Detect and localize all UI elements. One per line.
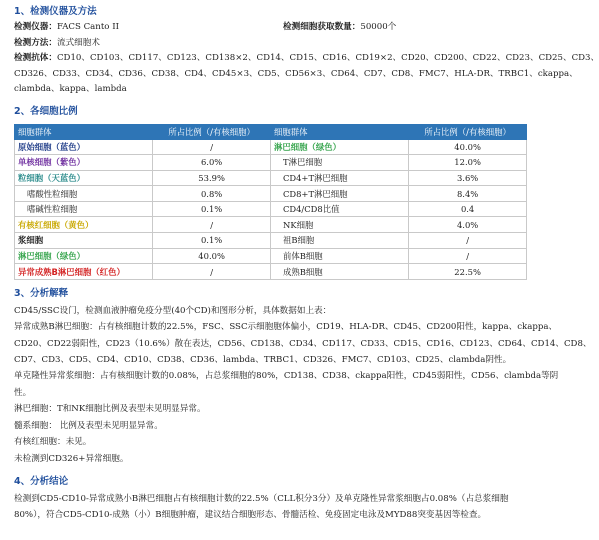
method-label: 检测方法：	[14, 37, 57, 48]
table-row	[15, 264, 527, 280]
population-abnormal-b-cell: 异常成熟B淋巴细胞（红色）	[15, 264, 153, 280]
population-granulocyte: 粒细胞（天蓝色）	[15, 170, 153, 186]
table-row	[15, 170, 527, 186]
conclusion-line: 80%），符合CD5-CD10-成熟（小）B细胞肿瘤，建议结合细胞形态、骨髓活检、免疫固定电泳及MYD88突变基因等检查。	[14, 509, 487, 520]
table-row	[15, 186, 527, 202]
ratio-value: /	[409, 248, 527, 264]
ratio-value: 22.5%	[409, 264, 527, 280]
analysis-line: 单克隆性异常浆细胞：占有核细胞计数的0.08%，占总浆细胞的80%，CD138、CD38、ckappa阳性，CD45弱阳性，CD56、clambda等阴	[14, 371, 559, 382]
population-nucleated-rbc: 有核红细胞（黄色）	[15, 217, 153, 233]
conclusion-line: 检测到CD5-CD10-异常成熟小B淋巴细胞占有核细胞计数的22.5%（CLL积分3分）及单克隆性异常浆细胞占0.08%（占总浆细胞	[14, 493, 509, 504]
section-title-instrument: 1、检测仪器及方法	[14, 6, 97, 17]
table-header-row	[15, 124, 527, 139]
table-row	[15, 201, 527, 217]
antibody-label: 检测抗体：	[14, 53, 57, 63]
ratio-value: 53.9%	[153, 170, 271, 186]
population-lymphocyte: 淋巴细胞（绿色）	[270, 139, 408, 155]
cell-proportion-table	[14, 124, 527, 280]
population-monocyte: 单核细胞（紫色）	[15, 155, 153, 171]
ratio-value: 0.1%	[153, 233, 271, 249]
table-row	[15, 217, 527, 233]
table-row	[15, 248, 527, 264]
section-title-proportion: 2、各细胞比例	[14, 105, 78, 117]
cell-count-value: 50000个	[360, 22, 397, 32]
analysis-line: CD20、CD22弱阳性，CD23（10.6%）散在表达，CD56、CD138、CD34、CD117、CD33、CD15、CD16、CD123、CD64、CD14、CD8、	[14, 338, 592, 349]
population-pro-b-cell: 祖B细胞	[270, 233, 408, 249]
method-row	[14, 36, 527, 52]
table-row	[15, 155, 527, 171]
ratio-value: 40.0%	[409, 139, 527, 155]
ratio-value: 0.8%	[153, 186, 271, 202]
analysis-paragraph	[14, 303, 592, 467]
population-nk-cell: NK细胞	[270, 217, 408, 233]
header-ratio-left: 所占比例（/有核细胞）	[153, 124, 271, 139]
population-pre-b-cell: 前体B细胞	[270, 248, 408, 264]
ratio-value: /	[409, 233, 527, 249]
population-blast: 原始细胞（蓝色）	[15, 139, 153, 155]
population-plasma-cell: 浆细胞	[15, 233, 153, 249]
section-title-analysis: 3、分析解释	[14, 287, 69, 299]
antibody-row	[14, 51, 599, 67]
antibody-line-3: clambda、kappa、lambda	[14, 84, 127, 94]
table-row	[15, 233, 527, 249]
analysis-line: 髓系细胞： 比例及表型未见明显异常。	[14, 420, 163, 431]
header-ratio-right: 所占比例（/有核细胞）	[409, 124, 527, 139]
instrument-row	[14, 20, 527, 36]
instrument-label: 检测仪器：	[14, 22, 57, 32]
population-lymphocyte-left: 淋巴细胞（绿色）	[15, 248, 153, 264]
ratio-value: 0.1%	[153, 201, 271, 217]
ratio-value: 0.4	[409, 201, 527, 217]
method-value: 流式细胞术	[56, 37, 100, 48]
population-mature-b-cell: 成熟B细胞	[270, 264, 408, 280]
ratio-value: 12.0%	[409, 155, 527, 171]
population-cd4-t-cell: CD4+T淋巴细胞	[270, 170, 408, 186]
instrument-value: FACS Canto II	[56, 22, 119, 32]
population-cd8-t-cell: CD8+T淋巴细胞	[270, 186, 408, 202]
ratio-value: 3.6%	[409, 170, 527, 186]
ratio-value: /	[153, 139, 271, 155]
analysis-line: 有核红细胞：未见。	[14, 437, 92, 448]
ratio-value: 6.0%	[153, 155, 271, 171]
ratio-value: 8.4%	[409, 186, 527, 202]
analysis-line: CD7、CD3、CD5、CD4、CD10、CD38、CD36、lambda、TRBC1、CD326、FMC7、CD103、CD25、clambda阴性。	[14, 355, 512, 366]
analysis-line: 异常成熟B淋巴细胞：占有核细胞计数的22.5%，FSC、SSC示细胞胞体偏小，CD19、HLA-DR、CD45、CD200阳性，kappa、ckappa、	[14, 322, 558, 333]
population-basophil: 嗜碱性粒细胞	[15, 201, 153, 217]
population-t-cell: T淋巴细胞	[270, 155, 408, 171]
ratio-value: /	[153, 217, 271, 233]
analysis-line: CD45/SSC设门，检测血液肿瘤免疫分型(40个CD)和图形分析，具体数据如上表：	[14, 305, 332, 316]
analysis-line: 淋巴细胞：T和NK细胞比例及表型未见明显异常。	[14, 404, 206, 415]
population-cd4-cd8-ratio: CD4/CD8比值	[270, 201, 408, 217]
analysis-line: 性。	[14, 387, 32, 398]
cell-count-label: 检测细胞获取数量：	[283, 22, 361, 32]
ratio-value: /	[153, 264, 271, 280]
section-title-conclusion: 4、分析结论	[14, 475, 69, 487]
header-population-left: 细胞群体	[15, 124, 153, 139]
antibody-line-2: CD326、CD33、CD34、CD36、CD38、CD4、CD45×3、CD5、CD56×3、CD64、CD7、CD8、FMC7、HLA-DR、TRBC1、ckappa、	[14, 68, 578, 79]
ratio-value: 4.0%	[409, 217, 527, 233]
analysis-line: 未检测到CD326+异常细胞。	[14, 453, 129, 464]
conclusion-paragraph	[14, 491, 527, 523]
antibody-line-1: CD10、CD103、CD117、CD123、CD138×2、CD14、CD15、CD16、CD19×2、CD20、CD200、CD22、CD23、CD25、CD3、	[56, 53, 599, 63]
table-row	[15, 139, 527, 155]
population-eosinophil: 嗜酸性粒细胞	[15, 186, 153, 202]
header-population-right: 细胞群体	[270, 124, 408, 139]
ratio-value: 40.0%	[153, 248, 271, 264]
